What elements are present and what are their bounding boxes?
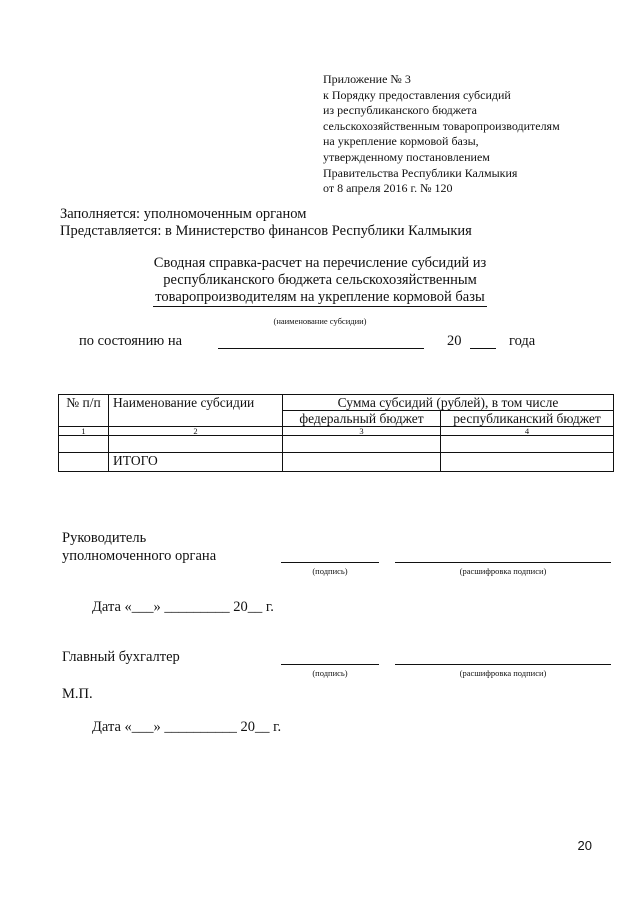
- date-field-1[interactable]: Дата «___» _________ 20__ г.: [92, 599, 274, 615]
- appendix-line: сельскохозяйственным товаропроизводителям: [323, 118, 560, 133]
- total-republic-cell[interactable]: [441, 453, 614, 472]
- accountant-title: Главный бухгалтер: [62, 649, 180, 665]
- table-cell[interactable]: [441, 436, 614, 453]
- header-republic: республиканский бюджет: [441, 411, 614, 427]
- appendix-line: Правительства Республики Калмыкия: [323, 165, 518, 180]
- appendix-line: от 8 апреля 2016 г. № 120: [323, 181, 453, 196]
- index-cell: 1: [59, 427, 109, 436]
- appendix-line: к Порядку предоставления субсидий: [323, 87, 511, 102]
- head-decoding-caption: (расшифровка подписи): [459, 566, 547, 576]
- appendix-line: утвержденному постановлением: [323, 149, 490, 164]
- appendix-line: из республиканского бюджета: [323, 103, 477, 118]
- head-signature-caption: (подпись): [312, 566, 348, 576]
- date-field-2[interactable]: Дата «___» __________ 20__ г.: [92, 719, 282, 735]
- header-sum: Сумма субсидий (рублей), в том числе: [283, 395, 614, 411]
- appendix-line: Приложение № 3: [323, 72, 411, 86]
- index-cell: 4: [441, 427, 614, 436]
- head-line1: Руководитель: [62, 530, 147, 546]
- subsidy-name-line: товаропроизводителям на укрепление кормовой базы: [155, 289, 485, 305]
- index-cell: 2: [109, 427, 283, 436]
- as-of-year-field[interactable]: [470, 348, 496, 349]
- title-line: республиканского бюджета сельскохозяйственным: [163, 272, 477, 288]
- accountant-signature-field[interactable]: [281, 664, 379, 665]
- seal-place: М.П.: [62, 686, 93, 702]
- head-title: [62, 529, 216, 565]
- submitted-to-text: Представляется: в Министерство финансов Республики Калмыкия: [60, 223, 472, 239]
- appendix-header: [323, 72, 560, 197]
- accountant-signature-caption: (подпись): [312, 668, 348, 678]
- total-federal-cell[interactable]: [283, 453, 441, 472]
- accountant-decoding-caption: (расшифровка подписи): [459, 668, 547, 678]
- table-cell[interactable]: [109, 436, 283, 453]
- as-of-year-suffix: года: [509, 333, 536, 349]
- as-of-label: по состоянию на: [79, 333, 183, 349]
- header-name: Наименование субсидии: [109, 395, 283, 427]
- subsidy-name-caption: (наименование субсидии): [273, 316, 367, 326]
- index-cell: 3: [283, 427, 441, 436]
- table-cell[interactable]: [59, 436, 109, 453]
- as-of-date-field[interactable]: [218, 348, 424, 349]
- appendix-line: на укрепление кормовой базы,: [323, 134, 479, 149]
- page-number: 20: [577, 838, 592, 853]
- title-line: Сводная справка-расчет на перечисление субсидий из: [153, 255, 487, 271]
- subsidy-table: [58, 394, 614, 472]
- routing-info: [60, 206, 472, 240]
- total-label: ИТОГО: [109, 453, 283, 472]
- accountant-decoding-field[interactable]: [395, 664, 611, 665]
- head-decoding-field[interactable]: [395, 562, 611, 563]
- header-num: № п/п: [59, 395, 109, 427]
- table-index-row: [59, 427, 614, 436]
- table-cell[interactable]: [283, 436, 441, 453]
- table-row: [59, 436, 614, 453]
- table-cell[interactable]: [59, 453, 109, 472]
- head-line2: уполномоченного органа: [62, 548, 217, 564]
- header-federal: федеральный бюджет: [283, 411, 441, 427]
- filled-by-text: Заполняется: уполномоченным органом: [60, 206, 307, 222]
- as-of-year-prefix: 20: [447, 333, 462, 349]
- table-header-row: [59, 395, 614, 411]
- head-signature-field[interactable]: [281, 562, 379, 563]
- document-title: [120, 255, 520, 330]
- table-total-row: [59, 453, 614, 472]
